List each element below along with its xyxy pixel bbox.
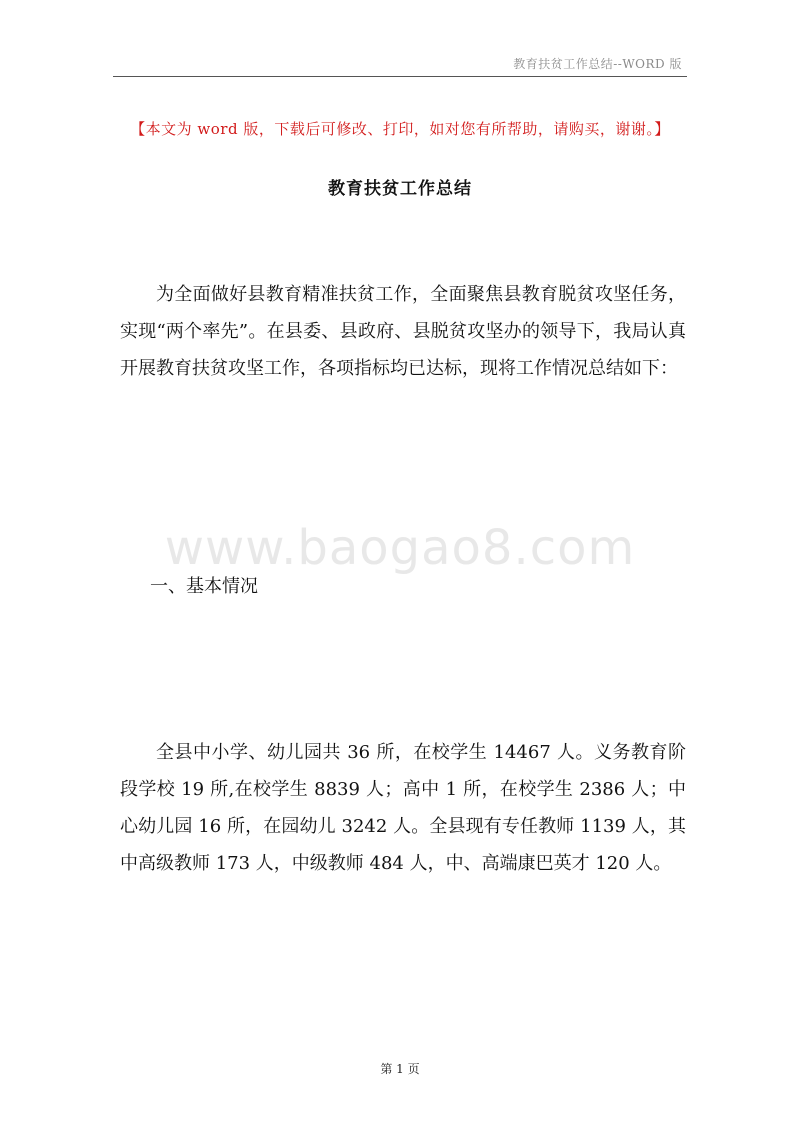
watermark: www.baogao8.com xyxy=(164,520,636,576)
document-title: 教育扶贫工作总结 xyxy=(328,179,472,199)
page-number: 第 1 页 xyxy=(380,1062,420,1076)
intro-paragraph: 为全面做好县教育精准扶贫工作，全面聚焦县教育脱贫攻坚任务，实现“两个率先”。在县委、县政府、县脱贫攻坚办的领导下，我局认真开展教育扶贫攻坚工作，各项指标均已达标，现将工作情况总结如下： xyxy=(120,284,686,379)
download-notice: 【本文为 word 版，下载后可修改、打印，如对您有所帮助，请购买，谢谢。】 xyxy=(130,120,670,138)
header-divider xyxy=(113,76,687,77)
basic-info-paragraph: 全县中小学、幼儿园共 36 所，在校学生 14467 人。义务教育阶段学校 19 所,在校学生 8839 人；高中 1 所，在校学生 2386 人；中心幼儿园 16 所，在园幼儿 3242 人。全县现有专任教师 1139 人，其中高级教师 173 人，中级教师 484 人，中、高端康巴英才 120 人。 xyxy=(120,742,686,874)
section-heading-basic: 一、基本情况 xyxy=(150,576,258,597)
running-header: 教育扶贫工作总结--WORD 版 xyxy=(513,57,682,71)
